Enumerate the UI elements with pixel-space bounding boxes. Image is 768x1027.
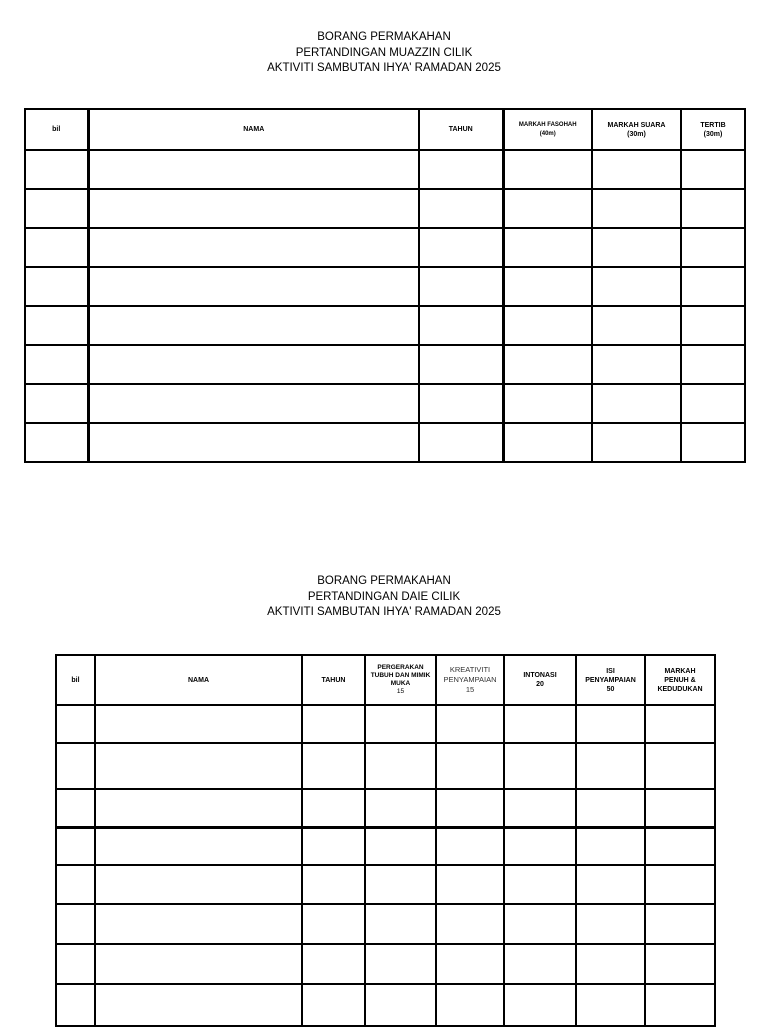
cell-intonasi[interactable] bbox=[504, 865, 576, 904]
cell-kreativiti[interactable] bbox=[436, 865, 504, 904]
col-kreativiti: KREATIVITI PENYAMPAIAN 15 bbox=[436, 655, 504, 705]
cell-markah-suara[interactable] bbox=[592, 189, 681, 228]
cell-markah-fasohah[interactable] bbox=[503, 150, 592, 189]
cell-nama[interactable] bbox=[95, 865, 302, 904]
cell-intonasi[interactable] bbox=[504, 984, 576, 1026]
table-row bbox=[25, 189, 745, 228]
cell-nama[interactable] bbox=[95, 828, 302, 866]
cell-markah-fasohah[interactable] bbox=[503, 345, 592, 384]
form1-score-table bbox=[24, 108, 746, 463]
cell-kreativiti[interactable] bbox=[436, 944, 504, 984]
cell-markah-suara[interactable] bbox=[592, 150, 681, 189]
cell-tertib[interactable] bbox=[681, 345, 745, 384]
cell-tahun[interactable] bbox=[302, 865, 365, 904]
cell-tahun[interactable] bbox=[419, 189, 503, 228]
cell-bil[interactable] bbox=[25, 267, 88, 306]
cell-intonasi[interactable] bbox=[504, 944, 576, 984]
cell-isi-penyampaian[interactable] bbox=[576, 743, 645, 789]
col-isi-penyampaian: ISI PENYAMPAIAN 50 bbox=[576, 655, 645, 705]
cell-isi-penyampaian[interactable] bbox=[576, 865, 645, 904]
cell-pergerakan[interactable] bbox=[365, 865, 436, 904]
cell-nama[interactable] bbox=[95, 904, 302, 944]
cell-markah-suara[interactable] bbox=[592, 345, 681, 384]
table-row bbox=[56, 904, 715, 944]
cell-nama[interactable] bbox=[88, 189, 419, 228]
cell-markah-penuh[interactable] bbox=[645, 984, 715, 1026]
cell-tahun[interactable] bbox=[302, 904, 365, 944]
table-row bbox=[25, 150, 745, 189]
cell-markah-penuh[interactable] bbox=[645, 865, 715, 904]
cell-markah-penuh[interactable] bbox=[645, 904, 715, 944]
cell-bil[interactable] bbox=[56, 789, 95, 828]
table-row bbox=[56, 984, 715, 1026]
cell-markah-suara[interactable] bbox=[592, 423, 681, 462]
col-bil: bil bbox=[25, 109, 88, 150]
cell-bil[interactable] bbox=[25, 423, 88, 462]
cell-nama[interactable] bbox=[95, 984, 302, 1026]
cell-nama[interactable] bbox=[88, 384, 419, 423]
cell-tertib[interactable] bbox=[681, 189, 745, 228]
cell-markah-fasohah[interactable] bbox=[503, 384, 592, 423]
cell-markah-fasohah[interactable] bbox=[503, 228, 592, 267]
cell-bil[interactable] bbox=[25, 306, 88, 345]
cell-bil[interactable] bbox=[56, 743, 95, 789]
form2-heading bbox=[0, 574, 768, 621]
cell-kreativiti[interactable] bbox=[436, 705, 504, 743]
col-nama: NAMA bbox=[88, 109, 419, 150]
cell-intonasi[interactable] bbox=[504, 789, 576, 828]
cell-markah-suara[interactable] bbox=[592, 267, 681, 306]
cell-nama[interactable] bbox=[88, 267, 419, 306]
cell-pergerakan[interactable] bbox=[365, 984, 436, 1026]
cell-kreativiti[interactable] bbox=[436, 984, 504, 1026]
cell-tertib[interactable] bbox=[681, 423, 745, 462]
cell-tahun[interactable] bbox=[419, 267, 503, 306]
cell-tahun[interactable] bbox=[302, 789, 365, 828]
cell-kreativiti[interactable] bbox=[436, 743, 504, 789]
cell-pergerakan[interactable] bbox=[365, 828, 436, 866]
form1-heading bbox=[0, 30, 768, 77]
cell-bil[interactable] bbox=[56, 904, 95, 944]
cell-nama[interactable] bbox=[95, 705, 302, 743]
col-markah-fasohah: MARKAH FASOHAH (40m) bbox=[503, 109, 592, 150]
cell-intonasi[interactable] bbox=[504, 705, 576, 743]
cell-markah-penuh[interactable] bbox=[645, 828, 715, 866]
cell-isi-penyampaian[interactable] bbox=[576, 984, 645, 1026]
cell-bil[interactable] bbox=[25, 384, 88, 423]
cell-tahun[interactable] bbox=[419, 306, 503, 345]
cell-nama[interactable] bbox=[95, 789, 302, 828]
cell-isi-penyampaian[interactable] bbox=[576, 828, 645, 866]
table-row bbox=[56, 705, 715, 743]
form1-title: BORANG PERMAKAHAN bbox=[317, 31, 451, 43]
cell-isi-penyampaian[interactable] bbox=[576, 944, 645, 984]
form2-header-row bbox=[56, 655, 715, 705]
table-row bbox=[25, 423, 745, 462]
cell-nama[interactable] bbox=[88, 306, 419, 345]
table-row bbox=[25, 306, 745, 345]
table-row bbox=[25, 267, 745, 306]
cell-pergerakan[interactable] bbox=[365, 743, 436, 789]
cell-tertib[interactable] bbox=[681, 267, 745, 306]
cell-isi-penyampaian[interactable] bbox=[576, 705, 645, 743]
cell-bil[interactable] bbox=[56, 865, 95, 904]
table-row bbox=[56, 828, 715, 866]
cell-tahun[interactable] bbox=[302, 705, 365, 743]
cell-kreativiti[interactable] bbox=[436, 904, 504, 944]
cell-pergerakan[interactable] bbox=[365, 944, 436, 984]
cell-bil[interactable] bbox=[25, 150, 88, 189]
cell-markah-fasohah[interactable] bbox=[503, 306, 592, 345]
col-bil: bil bbox=[56, 655, 95, 705]
col-intonasi: INTONASI 20 bbox=[504, 655, 576, 705]
table-row bbox=[25, 345, 745, 384]
cell-isi-penyampaian[interactable] bbox=[576, 789, 645, 828]
cell-nama[interactable] bbox=[88, 345, 419, 384]
cell-isi-penyampaian[interactable] bbox=[576, 904, 645, 944]
cell-markah-suara[interactable] bbox=[592, 306, 681, 345]
form2-title: BORANG PERMAKAHAN bbox=[317, 575, 451, 587]
cell-tahun[interactable] bbox=[419, 345, 503, 384]
cell-tertib[interactable] bbox=[681, 306, 745, 345]
cell-bil[interactable] bbox=[25, 345, 88, 384]
col-pergerakan: PERGERAKAN TUBUH DAN MIMIK MUKA 15 bbox=[365, 655, 436, 705]
cell-markah-fasohah[interactable] bbox=[503, 423, 592, 462]
col-markah-penuh: MARKAH PENUH & KEDUDUKAN bbox=[645, 655, 715, 705]
cell-markah-suara[interactable] bbox=[592, 228, 681, 267]
cell-tahun[interactable] bbox=[419, 423, 503, 462]
cell-bil[interactable] bbox=[25, 228, 88, 267]
cell-bil[interactable] bbox=[56, 944, 95, 984]
table-row bbox=[56, 789, 715, 828]
cell-nama[interactable] bbox=[88, 228, 419, 267]
cell-intonasi[interactable] bbox=[504, 904, 576, 944]
cell-bil[interactable] bbox=[25, 189, 88, 228]
cell-tahun[interactable] bbox=[302, 828, 365, 866]
form2-competition: PERTANDINGAN DAIE CILIK bbox=[307, 590, 461, 603]
form1-competition: PERTANDINGAN MUAZZIN CILIK bbox=[295, 46, 473, 59]
cell-kreativiti[interactable] bbox=[436, 789, 504, 828]
cell-pergerakan[interactable] bbox=[365, 904, 436, 944]
table-row bbox=[56, 743, 715, 789]
cell-pergerakan[interactable] bbox=[365, 705, 436, 743]
cell-tahun[interactable] bbox=[419, 384, 503, 423]
cell-nama[interactable] bbox=[88, 150, 419, 189]
cell-bil[interactable] bbox=[56, 984, 95, 1026]
cell-tahun[interactable] bbox=[419, 228, 503, 267]
form1-event: AKTIVITI SAMBUTAN IHYA' RAMADAN 2025 bbox=[267, 62, 501, 74]
cell-tertib[interactable] bbox=[681, 384, 745, 423]
cell-markah-penuh[interactable] bbox=[645, 944, 715, 984]
col-tertib: TERTIB (30m) bbox=[681, 109, 745, 150]
cell-markah-fasohah[interactable] bbox=[503, 267, 592, 306]
cell-tahun[interactable] bbox=[302, 944, 365, 984]
form1-header-row bbox=[25, 109, 745, 150]
table-row bbox=[25, 384, 745, 423]
cell-bil[interactable] bbox=[56, 705, 95, 743]
table-row bbox=[56, 944, 715, 984]
col-markah-suara: MARKAH SUARA (30m) bbox=[592, 109, 681, 150]
cell-markah-suara[interactable] bbox=[592, 384, 681, 423]
cell-nama[interactable] bbox=[95, 944, 302, 984]
cell-intonasi[interactable] bbox=[504, 743, 576, 789]
col-tahun: TAHUN bbox=[302, 655, 365, 705]
cell-tertib[interactable] bbox=[681, 228, 745, 267]
col-tahun: TAHUN bbox=[419, 109, 503, 150]
table-row bbox=[56, 865, 715, 904]
cell-tertib[interactable] bbox=[681, 150, 745, 189]
form2-score-table bbox=[55, 654, 716, 1027]
form2-event: AKTIVITI SAMBUTAN IHYA' RAMADAN 2025 bbox=[267, 606, 501, 618]
cell-markah-fasohah[interactable] bbox=[503, 189, 592, 228]
cell-kreativiti[interactable] bbox=[436, 828, 504, 866]
cell-pergerakan[interactable] bbox=[365, 789, 436, 828]
cell-tahun[interactable] bbox=[302, 743, 365, 789]
cell-tahun[interactable] bbox=[302, 984, 365, 1026]
cell-tahun[interactable] bbox=[419, 150, 503, 189]
cell-intonasi[interactable] bbox=[504, 828, 576, 866]
cell-markah-penuh[interactable] bbox=[645, 705, 715, 743]
cell-bil[interactable] bbox=[56, 828, 95, 866]
cell-markah-penuh[interactable] bbox=[645, 743, 715, 789]
cell-markah-penuh[interactable] bbox=[645, 789, 715, 828]
col-nama: NAMA bbox=[95, 655, 302, 705]
cell-nama[interactable] bbox=[88, 423, 419, 462]
cell-nama[interactable] bbox=[95, 743, 302, 789]
table-row bbox=[25, 228, 745, 267]
